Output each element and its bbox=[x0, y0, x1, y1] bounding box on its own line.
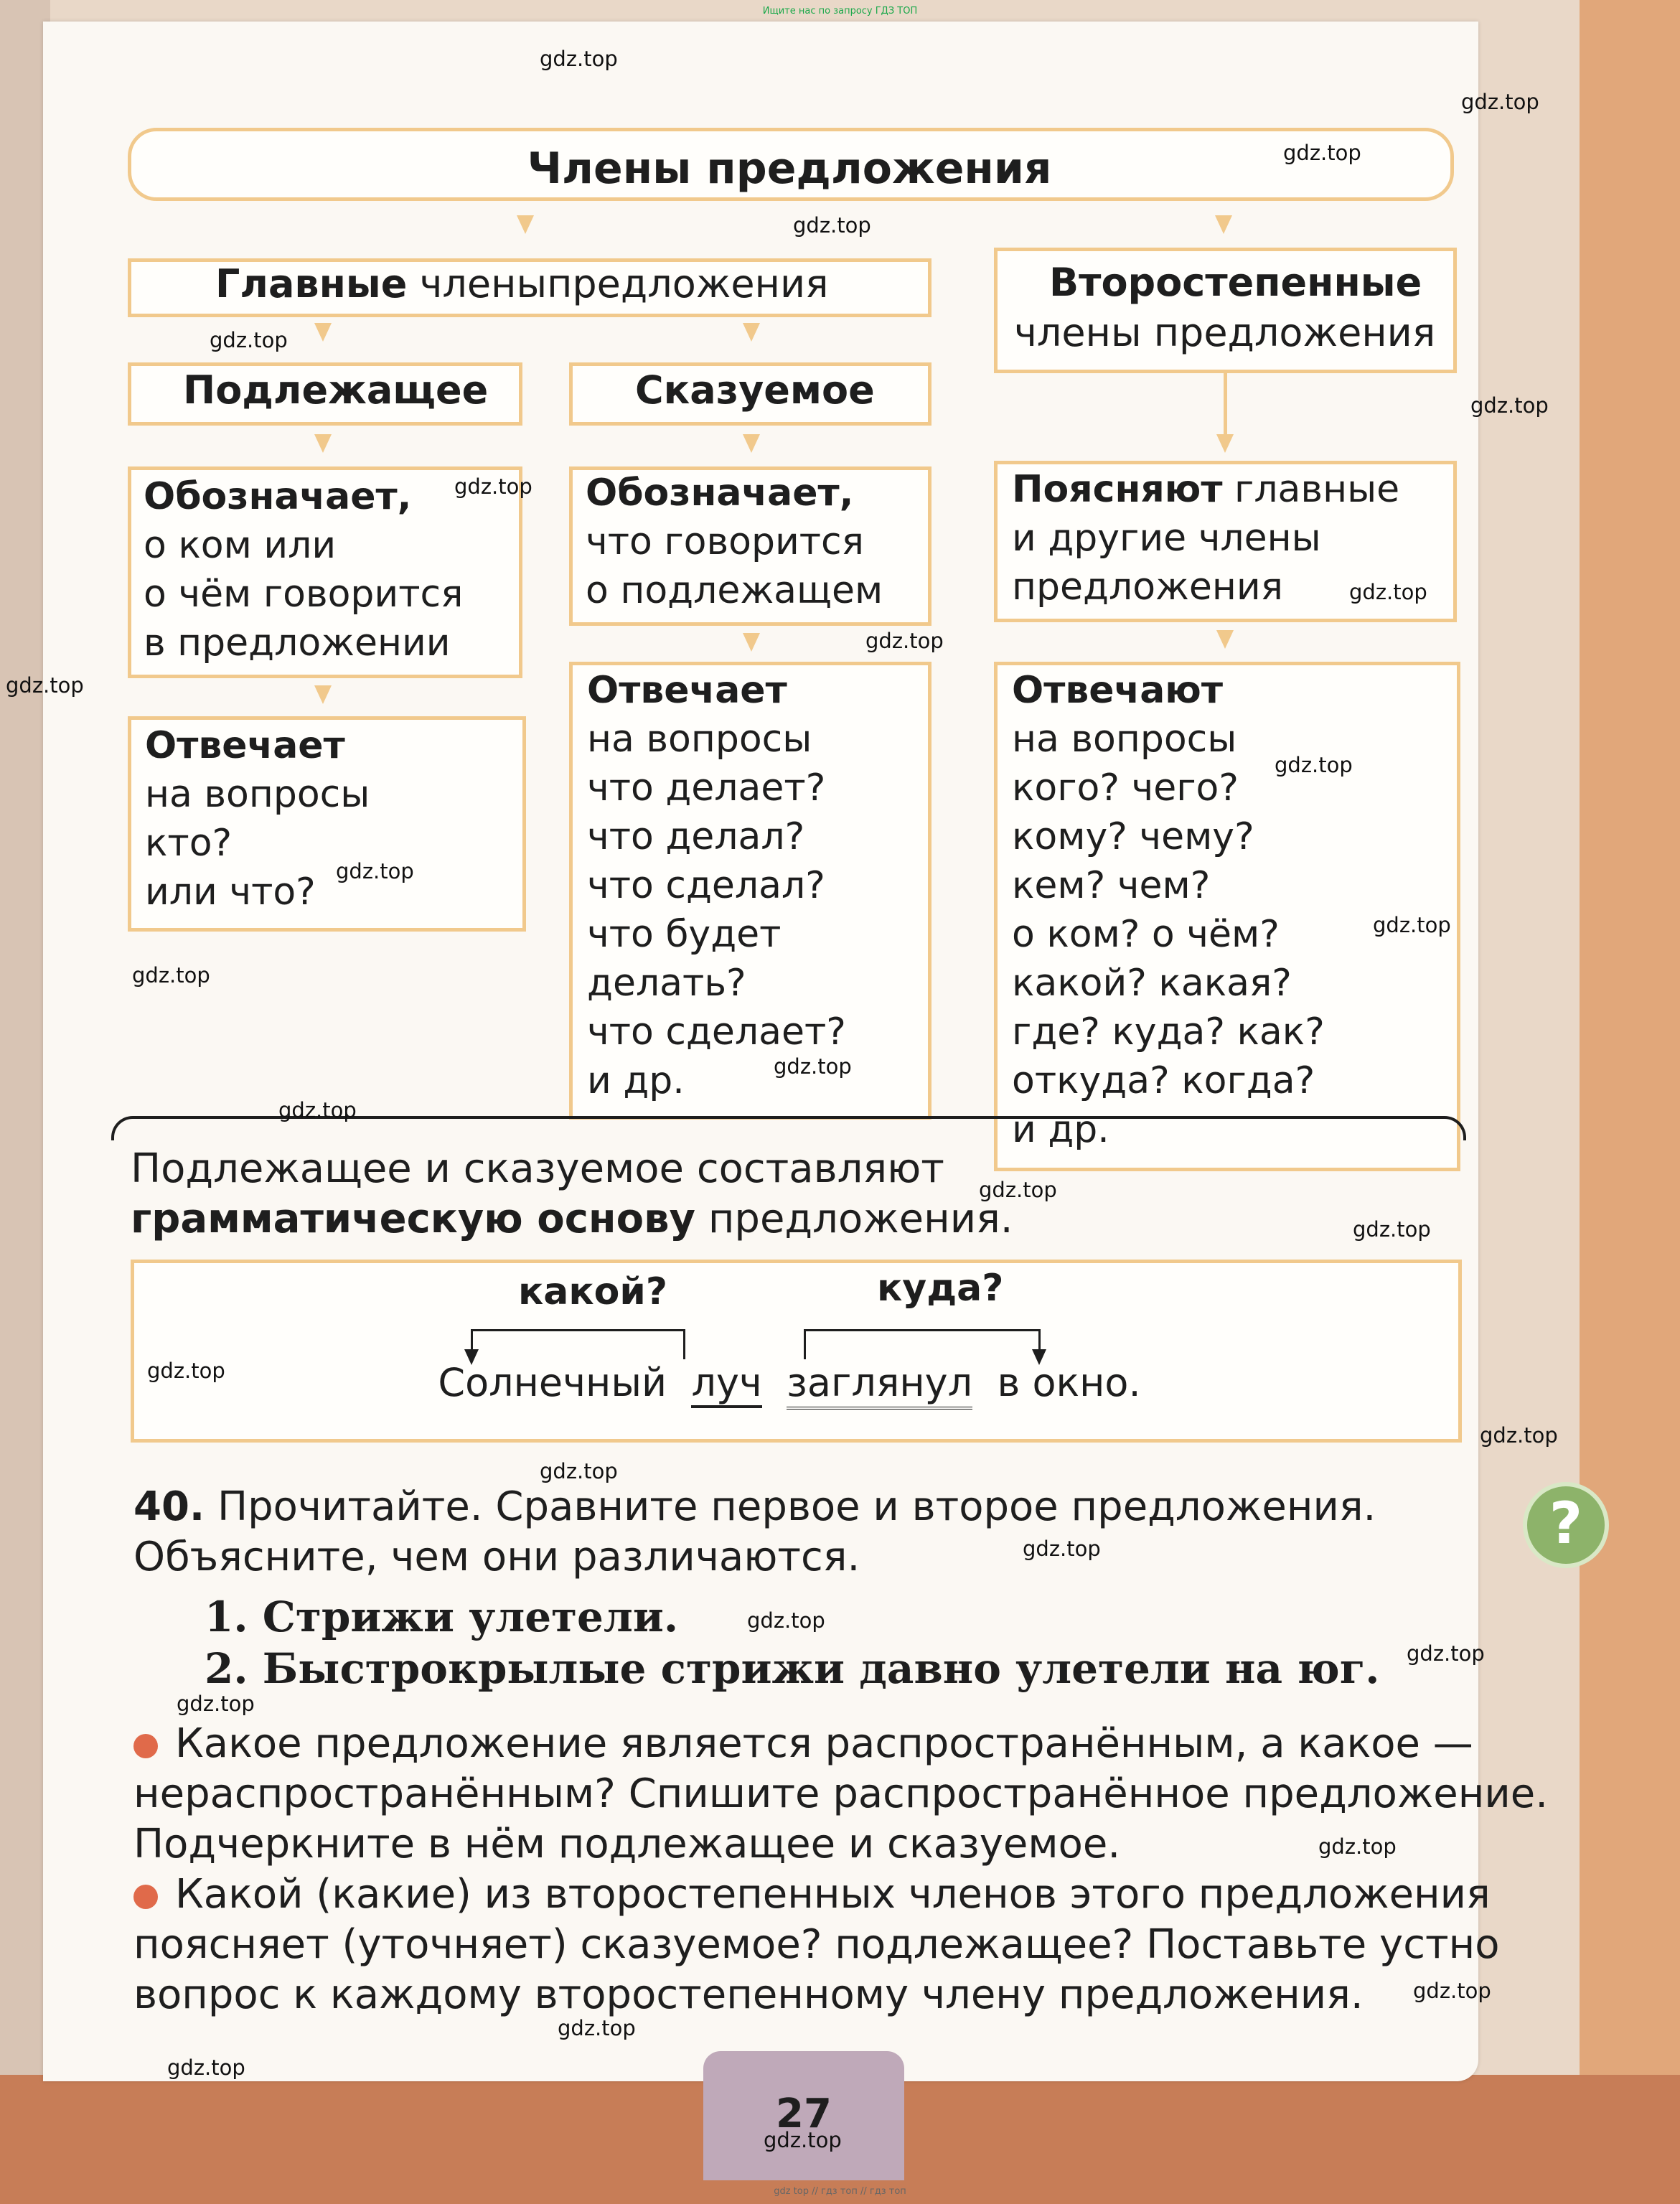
arrow-down-icon bbox=[517, 215, 534, 234]
arrow-line bbox=[472, 1329, 684, 1331]
watermark: gdz.top bbox=[1461, 90, 1539, 114]
watermark: gdz.top bbox=[1349, 580, 1427, 604]
grammar-line-2: грамматическую основу предложения. bbox=[131, 1196, 1013, 1242]
example-box bbox=[131, 1260, 1462, 1443]
connector-line bbox=[1224, 373, 1227, 438]
arrow-down-icon bbox=[1215, 215, 1232, 234]
subject-means-text: Обозначает, о ком или о чём говорится в предложении bbox=[144, 475, 464, 665]
watermark: gdz.top bbox=[1318, 1834, 1397, 1859]
watermark: gdz.top bbox=[132, 963, 210, 988]
arrow-line bbox=[804, 1329, 1041, 1331]
arrow-tick bbox=[1038, 1329, 1041, 1351]
watermark: gdz.top bbox=[540, 1459, 618, 1483]
right-background bbox=[1580, 0, 1680, 2204]
watermark: gdz.top bbox=[540, 47, 618, 71]
watermark: gdz.top bbox=[1353, 1217, 1431, 1242]
bullet-icon bbox=[133, 1885, 158, 1909]
question-which: какой? bbox=[518, 1270, 667, 1313]
sentence-1: 1. Стрижи улетели. bbox=[205, 1593, 679, 1641]
grammar-line-1: Подлежащее и сказуемое составляют bbox=[131, 1145, 944, 1192]
arrow-down-icon bbox=[743, 434, 760, 453]
secondary-answers-text: Отвечают на вопросы кого? чего? кому? чему? кем? чем? о ком? о чём? какой? какая? где? куда? как? откуда? когда? и др. bbox=[1012, 669, 1325, 1151]
bottom-banner: gdz top // гдз топ // гдз топ bbox=[774, 2186, 906, 2197]
watermark: gdz.top bbox=[1275, 753, 1353, 777]
predicate-means-text: Обозначает, что говорится о подлежащем bbox=[586, 472, 883, 612]
watermark: gdz.top bbox=[793, 213, 871, 238]
subject-label: Подлежащее bbox=[183, 367, 489, 413]
watermark: gdz.top bbox=[747, 1608, 825, 1633]
secondary-members-subtitle: члены предложения bbox=[1014, 310, 1436, 355]
arrow-down-icon bbox=[314, 685, 332, 704]
watermark: gdz.top bbox=[6, 673, 84, 698]
watermark: gdz.top bbox=[865, 629, 944, 653]
question-2-line-2: поясняет (уточняет) сказуемое? подлежащее? Поставьте устно bbox=[133, 1921, 1500, 1968]
watermark: gdz.top bbox=[336, 859, 414, 883]
watermark: gdz.top bbox=[454, 474, 532, 499]
watermark: gdz.top bbox=[1373, 913, 1451, 937]
arrow-tick bbox=[683, 1329, 685, 1359]
arrow-tick bbox=[471, 1329, 473, 1351]
watermark: gdz.top bbox=[774, 1054, 852, 1079]
arrow-down-icon bbox=[314, 434, 332, 453]
predicate-label: Сказуемое bbox=[635, 367, 875, 413]
watermark: gdz.top bbox=[210, 328, 288, 352]
question-1-line-2: нераспространённым? Спишите распространённое предложение. bbox=[133, 1771, 1549, 1817]
arrow-tick bbox=[804, 1329, 806, 1359]
bullet-icon bbox=[133, 1734, 158, 1758]
sentence-2: 2. Быстрокрылые стрижи давно улетели на юг. bbox=[205, 1644, 1380, 1693]
question-1-line-3: Подчеркните в нём подлежащее и сказуемое. bbox=[133, 1821, 1121, 1867]
main-members-label: Главные членыпредложения bbox=[215, 261, 829, 306]
arrow-down-icon bbox=[743, 323, 760, 342]
arrow-down-icon bbox=[743, 633, 760, 652]
arrow-down-icon bbox=[1216, 630, 1234, 649]
secondary-means-text: Поясняют главные и другие члены предложения bbox=[1012, 468, 1400, 609]
task-heading-2: Объясните, чем они различаются. bbox=[133, 1534, 860, 1580]
question-2-line-3: вопрос к каждому второстепенному члену предложения. bbox=[133, 1971, 1364, 2018]
diagram-title: Члены предложения bbox=[527, 144, 1052, 194]
watermark: gdz.top bbox=[177, 1692, 255, 1716]
watermark: gdz.top bbox=[764, 2128, 842, 2152]
secondary-members-title: Второстепенные bbox=[1049, 260, 1422, 305]
task-heading: 40. Прочитайте. Сравните первое и второе предложения. bbox=[133, 1483, 1376, 1530]
watermark: gdz.top bbox=[1407, 1641, 1485, 1666]
example-sentence: Солнечный луч заглянул в окно. bbox=[0, 1360, 1579, 1405]
page-number: 27 bbox=[703, 2051, 904, 2180]
watermark: gdz.top bbox=[278, 1098, 357, 1122]
watermark: gdz.top bbox=[1480, 1423, 1558, 1448]
subject-answers-text: Отвечает на вопросы кто? или что? bbox=[145, 724, 370, 914]
watermark: gdz.top bbox=[1413, 1979, 1491, 2003]
watermark: gdz.top bbox=[1283, 141, 1361, 165]
question-2-line-1: Какой (какие) из второстепенных членов этого предложения bbox=[133, 1870, 1491, 1920]
arrow-down-icon bbox=[1216, 434, 1234, 453]
question-1-line-1: Какое предложение является распространённым, а какое — bbox=[133, 1719, 1473, 1769]
watermark: gdz.top bbox=[1470, 393, 1549, 418]
arrow-down-icon bbox=[314, 323, 332, 342]
watermark: gdz.top bbox=[558, 2016, 636, 2040]
watermark: gdz.top bbox=[167, 2055, 245, 2080]
top-banner: Ищите нас по запросу ГДЗ ТОП bbox=[762, 6, 918, 17]
predicate-answers-text: Отвечает на вопросы что делает? что делал? что сделал? что будет делать? что сделает? и др. bbox=[587, 669, 846, 1102]
watermark: gdz.top bbox=[979, 1178, 1057, 1202]
watermark: gdz.top bbox=[1023, 1537, 1101, 1561]
help-question-icon[interactable]: ? bbox=[1523, 1482, 1609, 1568]
question-where: куда? bbox=[877, 1267, 1004, 1310]
watermark: gdz.top bbox=[147, 1359, 225, 1383]
